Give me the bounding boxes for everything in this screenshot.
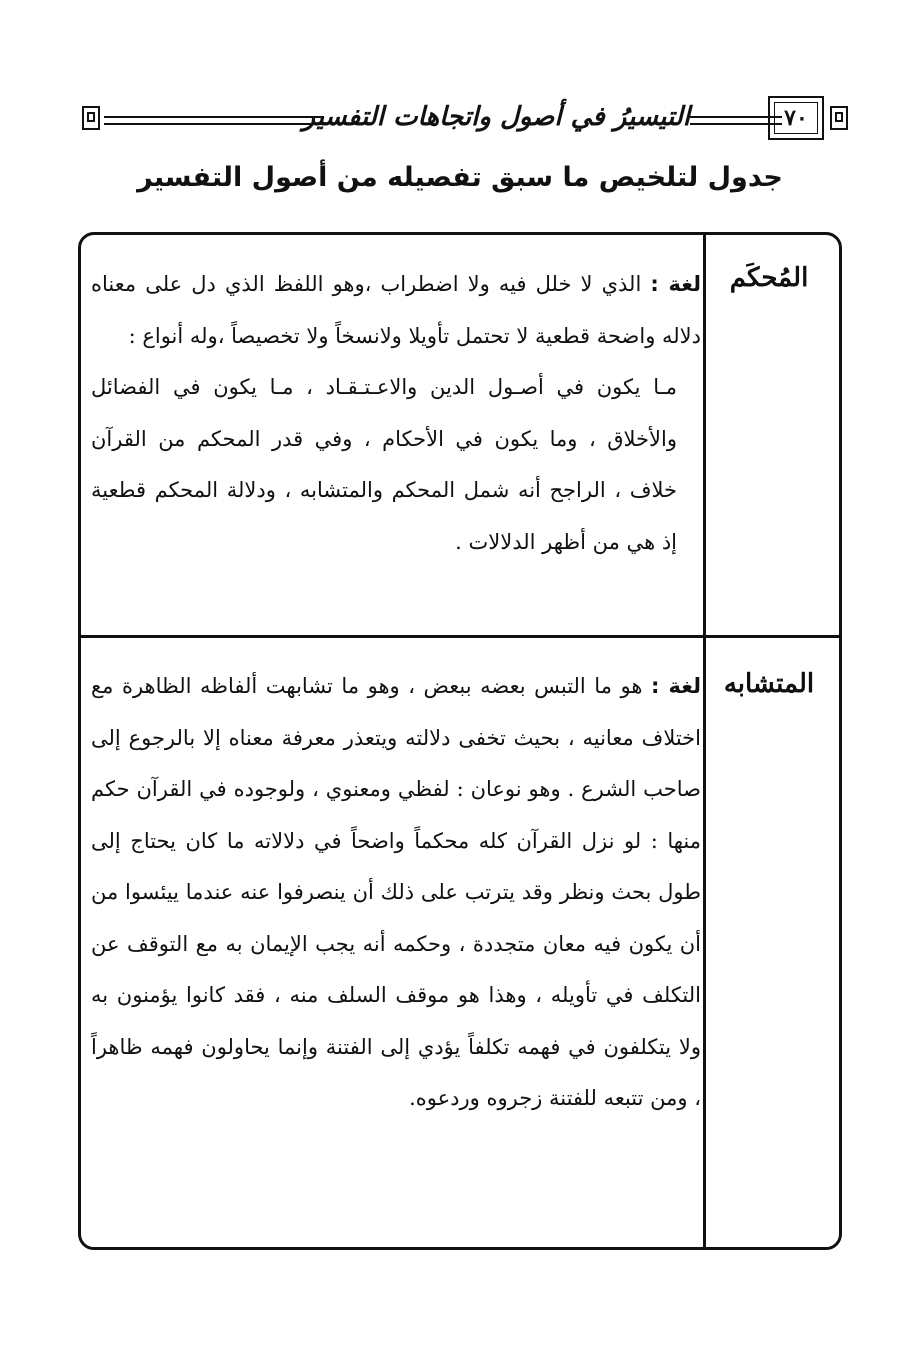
column-divider	[703, 235, 706, 1247]
row-divider	[81, 635, 839, 638]
term-muhkam: المُحكَم	[729, 263, 809, 293]
definition-mutashabih	[91, 661, 701, 1125]
definition-paragraph	[91, 259, 701, 362]
page-header	[80, 96, 850, 146]
table-heading: جدول لتلخيص ما سبق تفصيله من أصول التفسير	[137, 162, 783, 193]
header-rule	[104, 116, 324, 125]
definition-paragraph: مـا يكون في أصـول الدين والاعـتـقـاد ، مـا يكون في الفضائل والأخلاق ، وما يكون في الأحكام ، وفي قدر المحكم من القرآن خلاف ، الراجح أنه شمل المحكم والمتشابه ، ودلالة المحكم قطعية إذ هي من أظهر الدلالات .	[91, 375, 677, 554]
corner-ornament-icon	[830, 106, 848, 130]
label-lugha: لغة :	[650, 674, 701, 698]
definition-muhkam	[91, 259, 701, 568]
page-number-box	[768, 96, 824, 140]
corner-ornament-icon	[82, 106, 100, 130]
label-lugha: لغة :	[650, 272, 701, 296]
term-mutashabih: المتشابه	[723, 669, 815, 699]
page-number: ٧٠	[784, 105, 808, 131]
definition-text: الذي لا خلل فيه ولا اضطراب ،وهو اللفظ الذي دل على معناه دلاله واضحة قطعية لا تحتمل تأويلا ولانسخاً ولا تخصيصاً ،وله أنواع :	[91, 272, 701, 348]
running-title: التيسيرُ في أصول واتجاهات التفسير	[302, 102, 690, 132]
summary-table	[78, 232, 842, 1250]
definition-paragraph	[91, 661, 701, 1125]
definition-text: هو ما التبس بعضه ببعض ، وهو ما تشابهت ألفاظه الظاهرة مع اختلاف معانيه ، بحيث تخفى دلالته ويتعذر معرفة معناه إلا بالرجوع إلى صاحب الشرع . وهو نوعان : لفظي ومعنوي ، ولوجوده في القرآن حكم منها : لو نزل القرآن كله محكماً واضحاً في دلالاته ما كان يحتاج إلى طول بحث ونظر وقد يترتب على ذلك أن ينصرفوا عنه عندما ييئسوا من أن يكون فيه معان متجددة ، وحكمه أنه يجب الإيمان به مع التوقف عن التكلف في تأويله ، وهذا هو موقف السلف منه ، فقد كانوا يؤمنون به ولا يتكلفون في فهمه تكلفاً يؤدي إلى الفتنة وإنما يحاولون فهمه ظاهراً ، ومن تتبعه للفتنة زجروه وردعوه.	[91, 674, 701, 1110]
